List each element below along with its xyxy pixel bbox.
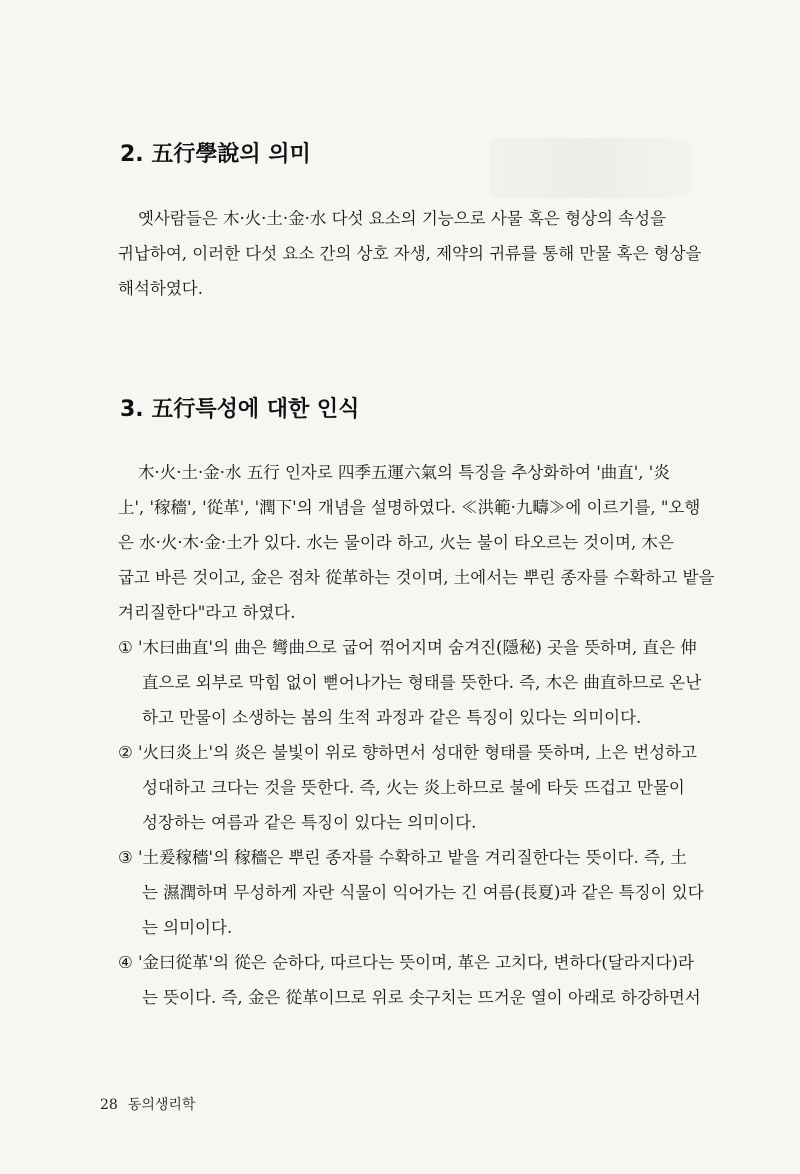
list-item-line: 성장하는 여름과 같은 특징이 있다는 의미이다. — [142, 813, 477, 832]
paragraph-line: 귀납하여, 이러한 다섯 요소 간의 상호 자생, 제약의 귀류를 통해 만물 혹은 형상을 — [118, 244, 702, 263]
list-item-line: '木曰曲直'의 曲은 彎曲으로 굽어 꺾어지며 숨겨진(隱秘) 곳을 뜻하며, 直은 伸 — [138, 638, 697, 657]
list-item-line: 성대하고 크다는 것을 뜻한다. 즉, 火는 炎上하므로 불에 타듯 뜨겁고 만물이 — [142, 778, 685, 797]
numbered-list — [118, 630, 718, 1015]
section-2-paragraph — [118, 201, 718, 306]
list-item — [118, 630, 718, 735]
page-number: 28 — [100, 1097, 118, 1113]
list-marker: ② — [118, 743, 133, 762]
paragraph-line: 해석하였다. — [118, 279, 203, 298]
list-item-line: 는 濕潤하며 무성하게 자란 식물이 익어가는 긴 여름(長夏)과 같은 특징이 있다 — [142, 883, 704, 902]
page-footer — [100, 1094, 205, 1114]
list-item-line: 는 뜻이다. 즉, 金은 從革이므로 위로 솟구치는 뜨거운 열이 아래로 하강하면서 — [142, 988, 701, 1007]
list-item-line: '金曰從革'의 從은 순하다, 따르다는 뜻이며, 革은 고치다, 변하다(달라지다)라 — [138, 953, 694, 972]
list-item-line: 는 의미이다. — [142, 918, 233, 937]
list-item-line: '土爰稼穡'의 稼穡은 뿌린 종자를 수확하고 밭을 겨리질한다는 뜻이다. 즉, 土 — [138, 848, 687, 867]
list-item-line: '火曰炎上'의 炎은 불빛이 위로 향하면서 성대한 형태를 뜻하며, 上은 번성하고 — [138, 743, 697, 762]
paragraph-line: 겨리질한다"라고 하였다. — [118, 603, 296, 622]
section-3-heading: 3. 五行특성에 대한 인식 — [120, 397, 360, 422]
list-item — [118, 840, 718, 945]
paragraph-line: 은 水·火·木·金·土가 있다. 水는 물이라 하고, 火는 불이 타오르는 것이며, 木은 — [118, 533, 674, 552]
list-marker: ④ — [118, 953, 133, 972]
paragraph-line: 옛사람들은 木·火·土·金·水 다섯 요소의 기능으로 사물 혹은 형상의 속성을 — [138, 209, 666, 228]
list-marker: ③ — [118, 848, 133, 867]
section-2-heading: 2. 五行學說의 의미 — [120, 142, 311, 167]
section-3-paragraph — [118, 455, 718, 630]
paragraph-line: 上', '稼穡', '從革', '潤下'의 개념을 설명하였다. ≪洪範·九疇≫에 이르기를, "오행 — [118, 498, 701, 517]
list-marker: ① — [118, 638, 133, 657]
book-title: 동의생리학 — [127, 1097, 196, 1113]
list-item-line: 直으로 외부로 막힘 없이 뻗어나가는 형태를 뜻한다. 즉, 木은 曲直하므로 온난 — [142, 673, 702, 692]
paragraph-line: 木·火·土·金·水 五行 인자로 四季五運六氣의 특징을 추상화하여 '曲直', '炎 — [138, 463, 670, 482]
list-item — [118, 945, 718, 1015]
list-item — [118, 735, 718, 840]
list-item-line: 하고 만물이 소생하는 봄의 生적 과정과 같은 특징이 있다는 의미이다. — [142, 708, 642, 727]
bleed-through-ghost — [490, 138, 690, 198]
paragraph-line: 굽고 바른 것이고, 金은 점차 從革하는 것이며, 土에서는 뿌린 종자를 수확하고 밭을 — [118, 568, 715, 587]
